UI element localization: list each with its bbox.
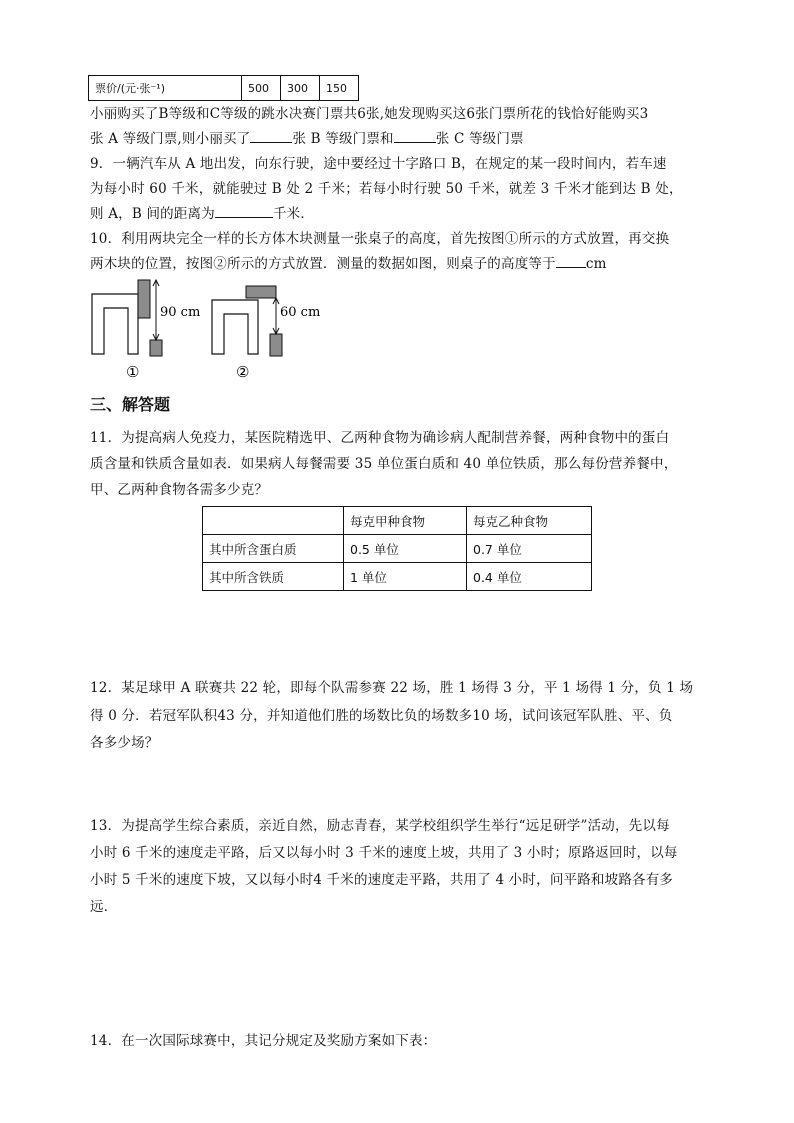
q9-text-a: 则 A，B 间的距离为 <box>90 206 215 222</box>
wood-block-top <box>246 286 276 298</box>
q13-line1: 13．为提高学生综合素质，亲近自然，励志青春，某学校组织学生举行“远足研学”活动，先以每 <box>90 818 670 834</box>
wood-block-top <box>138 280 150 318</box>
answer-blank <box>556 253 586 268</box>
figure-2-label: ② <box>236 363 250 381</box>
q8-line2 <box>90 127 524 151</box>
table-cell: 0.4 单位 <box>467 563 592 591</box>
figure-1-table-blocks <box>88 274 218 384</box>
header-cell: 每克乙种食物 <box>467 507 592 535</box>
q11-line3: 甲、乙两种食物各需多少克？ <box>90 482 269 498</box>
wood-block-bottom <box>270 334 282 356</box>
answer-blank <box>394 128 436 143</box>
table-shape <box>92 294 138 354</box>
ticket-price-table <box>88 75 359 101</box>
q12-line2: 得 0 分．若冠军队积43 分，并知道他们胜的场数比负的场数多10 场，试问该冠军队胜、平、负 <box>90 708 673 724</box>
answer-blank <box>250 128 292 143</box>
q10-unit: cm <box>585 256 607 272</box>
q8-text-a: 张 A 等级门票,则小丽买了 <box>90 131 251 147</box>
table-header-row <box>203 507 592 535</box>
header-cell <box>203 507 344 535</box>
q8-text-c: 张 C 等级门票 <box>435 131 524 147</box>
q9-line3 <box>90 202 314 226</box>
price-label-cell: 票价/(元·张⁻¹) <box>89 76 242 101</box>
table-cell: 0.7 单位 <box>467 535 592 563</box>
q9-line2: 为每小时 60 千米，就能驶过 B 处 2 千米；若每小时行驶 50 千米，就差 3 千米才能到达 B 处， <box>90 181 683 197</box>
q8-line1: 小丽购买了B等级和C等级的跳水决赛门票共6张,她发现购买这6张门票所花的钱恰好能购买3 <box>90 106 649 122</box>
row-label: 其中所含铁质 <box>203 563 344 591</box>
q11-line2: 质含量和铁质含量如表．如果病人每餐需要 35 单位蛋白质和 40 单位铁质，那么每份营养餐中， <box>90 456 678 472</box>
q14-line1: 14．在一次国际球赛中，其记分规定及奖励方案如下表： <box>90 1033 437 1049</box>
q13-line4: 远． <box>90 899 118 915</box>
figure-1-dimension: 90 cm <box>160 305 201 320</box>
answer-blank <box>215 203 273 218</box>
price-cell-a: 500 <box>242 76 281 101</box>
table-cell: 0.5 单位 <box>344 535 467 563</box>
nutrition-table <box>202 506 592 591</box>
q10-text-a: 两木块的位置，按图②所示的方式放置．测量的数据如图，则桌子的高度等于 <box>90 256 556 272</box>
row-label: 其中所含蛋白质 <box>203 535 344 563</box>
table-row <box>203 535 592 563</box>
section-title: 三、解答题 <box>90 395 171 414</box>
figure-2-dimension: 60 cm <box>280 305 321 320</box>
table-cell: 1 单位 <box>344 563 467 591</box>
price-cell-c: 150 <box>320 76 359 101</box>
figure-2-table-blocks <box>208 274 338 384</box>
q11-line1: 11．为提高病人免疫力，某医院精选甲、乙两种食物为确诊病人配制营养餐，两种食物中的蛋白 <box>90 430 670 446</box>
q12-line1: 12．某足球甲 A 联赛共 22 轮，即每个队需参赛 22 场，胜 1 场得 3 分，平 1 场得 1 分，负 1 场 <box>90 680 694 696</box>
q10-line1: 10．利用两块完全一样的长方体木块测量一张桌子的高度，首先按图①所示的方式放置，再交换 <box>90 231 670 247</box>
q13-line3: 小时 5 千米的速度下坡，又以每小时4 千米的速度走平路，共用了 4 小时，问平路和坡路各有多 <box>90 872 674 888</box>
wood-block-bottom <box>150 340 162 356</box>
price-cell-b: 300 <box>281 76 320 101</box>
table-shape <box>212 300 258 354</box>
q12-line3: 各多少场？ <box>90 735 159 751</box>
q9-line1: 9．一辆汽车从 A 地出发，向东行驶，途中要经过十字路口 B，在规定的某一段时间内，若车速 <box>90 156 667 172</box>
header-cell: 每克甲种食物 <box>344 507 467 535</box>
q10-line2 <box>90 252 607 276</box>
table-row <box>203 563 592 591</box>
q8-text-b: 张 B 等级门票和 <box>292 131 394 147</box>
q13-line2: 小时 6 千米的速度走平路，后又以每小时 3 千米的速度上坡，共用了 3 小时；原路返回时，以每 <box>90 845 678 861</box>
figure-1-label: ① <box>126 363 140 381</box>
q9-text-b: 千米． <box>272 206 315 222</box>
table-row <box>89 76 359 101</box>
